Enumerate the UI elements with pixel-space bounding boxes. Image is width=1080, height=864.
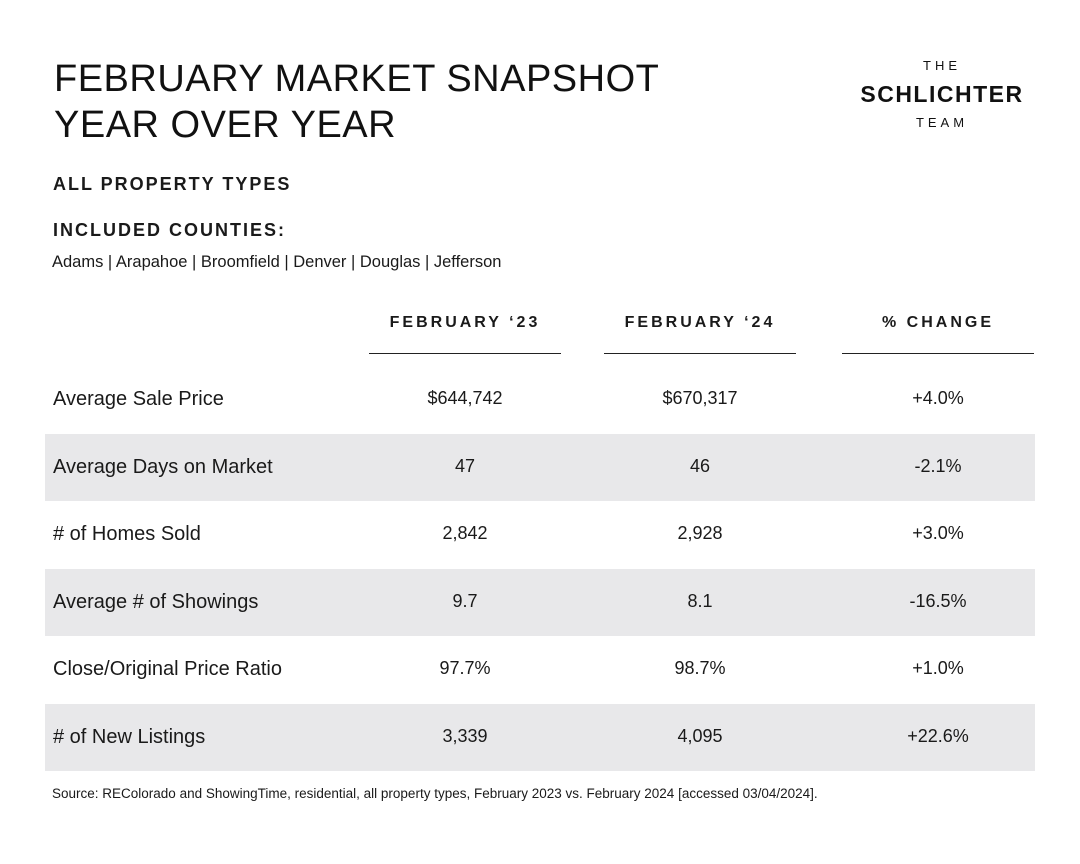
value-change: +3.0% xyxy=(912,523,964,543)
logo-the: THE xyxy=(923,58,961,73)
row-label: # of New Listings xyxy=(53,725,206,748)
stats-table xyxy=(45,366,1035,771)
value-feb-24: 4,095 xyxy=(677,725,723,746)
value-feb-23: 9.7 xyxy=(452,590,478,611)
row-label: Average Sale Price xyxy=(53,388,224,410)
value-change: +22.6% xyxy=(907,725,969,746)
column-divider xyxy=(369,353,561,354)
row-label: Average # of Showings xyxy=(53,590,259,613)
value-feb-23: 97.7% xyxy=(439,658,491,678)
table-row xyxy=(45,636,1035,704)
table-row xyxy=(45,569,1035,637)
value-change: -16.5% xyxy=(909,590,967,611)
value-feb-24: 46 xyxy=(689,455,711,476)
column-divider xyxy=(842,353,1034,354)
brand-logo xyxy=(842,58,1042,131)
value-feb-24: 8.1 xyxy=(687,590,713,611)
column-divider xyxy=(604,353,796,354)
value-feb-24: 98.7% xyxy=(674,658,726,678)
title-line-1: FEBRUARY MARKET SNAPSHOT xyxy=(54,58,660,100)
value-change: +1.0% xyxy=(912,658,964,678)
title-line-2: YEAR OVER YEAR xyxy=(54,104,397,146)
value-change: -2.1% xyxy=(914,455,962,476)
column-header-change: % CHANGE xyxy=(881,314,994,331)
value-feb-23: 47 xyxy=(454,455,476,476)
table-row xyxy=(45,366,1035,434)
included-counties-heading: INCLUDED COUNTIES: xyxy=(53,220,286,240)
value-feb-23: 2,842 xyxy=(442,523,488,543)
row-label: Close/Original Price Ratio xyxy=(53,658,282,680)
property-types-heading: ALL PROPERTY TYPES xyxy=(53,174,292,194)
value-change: +4.0% xyxy=(912,388,964,408)
logo-name: SCHLICHTER xyxy=(860,81,1024,107)
source-note: Source: REColorado and ShowingTime, residential, all property types, February 2023 vs. February 2024 [accessed 03/04/2024]. xyxy=(52,786,818,801)
column-header-feb-23: FEBRUARY ‘23 xyxy=(389,314,541,331)
row-label: # of Homes Sold xyxy=(53,523,201,545)
page-title xyxy=(54,56,659,148)
table-row xyxy=(45,501,1035,569)
value-feb-24: $670,317 xyxy=(662,388,738,408)
value-feb-23: 3,339 xyxy=(442,725,488,746)
row-label: Average Days on Market xyxy=(53,455,273,478)
column-header-feb-24: FEBRUARY ‘24 xyxy=(624,314,776,331)
value-feb-23: $644,742 xyxy=(427,388,503,408)
logo-team: TEAM xyxy=(915,115,969,130)
table-row xyxy=(45,434,1035,502)
table-row xyxy=(45,704,1035,772)
county-list: Adams | Arapahoe | Broomfield | Denver | Douglas | Jefferson xyxy=(52,253,502,271)
value-feb-24: 2,928 xyxy=(677,523,723,543)
